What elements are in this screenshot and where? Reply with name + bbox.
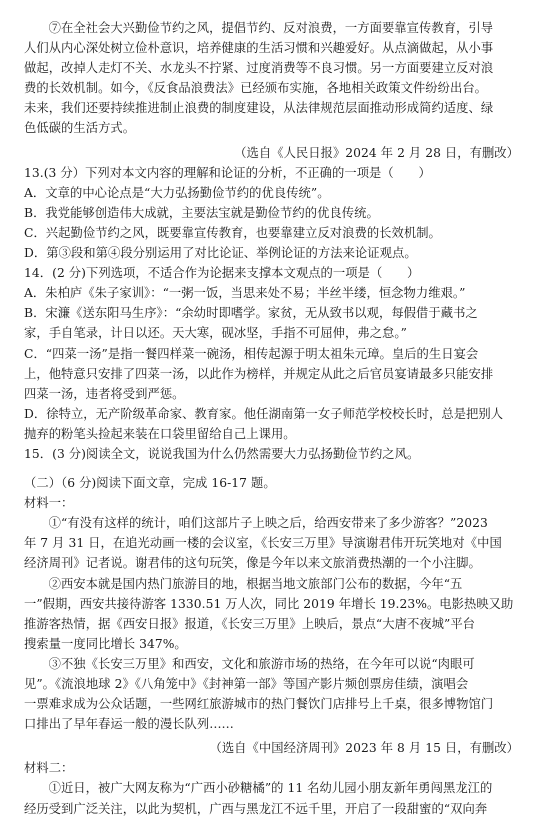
source-citation-1: （选自《人民日报》2024 年 2 月 28 日，有删改） [234,145,519,160]
material-1-line: ②西安本就是国内热门旅游目的地，根据当地文旅部门公布的数据，今年“五 [48,576,463,591]
section-2-heading: （二）（6 分)阅读下面文章，完成 16-17 题。 [24,476,276,491]
question-13-stem: 13.(3 分）下列对本文内容的理解和论证的分析，不正确的一项是（ ） [24,165,431,180]
paragraph-7-line: 色低碳的生活方式。 [24,121,136,136]
question-14-option-b: B．宋濂《送东阳马生序》：“余幼时即嗜学。家贫，无从致书以观，每假借于藏书之 [24,306,478,321]
material-1-line: 经济周刊》记者说。谢君伟的这句玩笑，像是今年以来文旅消费热潮的一个小注脚。 [24,556,481,571]
material-1-line: 见”。《流浪地球 2》《八角笼中》《封神第一部》等国产影片频创票房佳绩，演唱会 [24,677,469,691]
question-14-option-d: D．徐特立，无产阶级革命家、教育家。他任湖南第一女子师范学校校长时，总是把别人 [24,406,504,421]
section-2 [24,473,531,819]
paragraph-7-line: 费的长效机制。如今，《反食品浪费法》已经颁布实施，各地相关政策文件纷纷出台。 [24,81,488,96]
question-14 [24,263,531,444]
material-2-line: ①近日，被广大网友称为“广西小砂糖橘”的 11 名幼儿园小朋友新年勇闯黑龙江的 [48,781,493,796]
paragraph-7-line: 未来，我们还要持续推进制止浪费的制度建设，从法律规范层面推动形成简约适度、绿 [24,101,494,116]
question-13-option-d: D．第③段和第④段分别运用了对比论证、举例论证的方法来论证观点。 [24,246,417,261]
material-1-line: 年 7 月 31 日，在追光动画一楼的会议室，《长安三万里》导演谢君伟开玩笑地对《中国 [24,536,502,551]
material-1-label: 材料一： [24,496,74,511]
question-13-option-c: C．兴起勤俭节约之风，既要靠宣传教育，也要靠建立反对浪费的长效机制。 [24,225,441,240]
question-14-option-a: A．朱柏庐《朱子家训》：“一粥一饭，当思来处不易；半丝半缕，恒念物力维艰。” [24,286,466,301]
material-2-label: 材料二： [24,761,74,776]
question-14-stem: 14．(2 分)下列选项，不适合作为论据来支撑本文观点的一项是（ ） [24,266,420,281]
material-1-line: 口排出了早年春运一般的漫长队列…… [24,717,234,732]
material-1-line: 一”假期，西安共接待游客 1330.51 万人次，同比 2019 年增长 19.23%。电影热映又助 [24,596,514,611]
question-14-option-b-cont: 家，手自笔录，计日以还。天大寒，砚冰坚，手指不可屈伸，弗之怠。” [24,326,407,341]
question-14-option-c-cont: 四菜一汤，违者将受到严惩。 [24,386,185,401]
question-14-option-c-cont: 上，他特意只安排了四菜一汤，以此作为榜样，并规定从此之后官员宴请最多只能安排 [24,366,494,381]
question-14-option-d-cont: 抛弃的粉笔头捡起来装在口袋里留给自己上课用。 [24,426,296,441]
paragraph-7-line: ⑦在全社会大兴勤俭节约之风，提倡节约、反对浪费，一方面要靠宣传教育，引导 [48,21,494,35]
question-13 [24,163,531,263]
material-1-line: ①“有没有这样的统计，咱们这部片子上映之后，给西安带来了多少游客？”2023 [48,516,488,531]
question-15: 15．(3 分)阅读全文，说说我国为什么仍然需要大力弘扬勤俭节约之风。 [24,446,420,461]
source-citation-2: （选自《中国经济周刊》2023 年 8 月 15 日，有删改） [209,741,519,756]
material-1-line: 一票难求成为公众话题，一些网红旅游城市的热门餐饮门店排号上千桌，很多博物馆门 [24,697,494,712]
paragraph-7-line: 人们从内心深处树立俭朴意识，培养健康的生活习惯和兴趣爱好。从点滴做起，从小事 [24,41,494,56]
material-1-line: ③不独《长安三万里》和西安，文化和旅游市场的热络，在今年可以说“肉眼可 [48,656,475,671]
question-13-option-a: A．文章的中心论点是“大力弘扬勤俭节约的优良传统”。 [24,185,330,200]
paragraph-7-line: 做起，改掉人走灯不关、水龙头不拧紧、过度消费等不良习惯。另一方面要建立反对浪 [24,61,494,76]
passage-end [24,18,531,139]
question-14-option-c: C．“四菜一汤”是指一餐四样菜一碗汤，相传起源于明太祖朱元璋。皇后的生日宴会 [24,346,479,361]
material-2-line: 经历受到广泛关注，以此为契机，广西与黑龙江不远千里，开启了一段甜蜜的“双向奔 [24,801,488,816]
question-13-option-b: B．我党能够创造伟大成就，主要法宝就是勤俭节约的优良传统。 [24,205,379,220]
material-1-line: 搜索量一度同比增长 347%。 [24,636,187,651]
material-1-line: 推游客热情，据《西安日报》报道，《长安三万里》上映后，景点“大唐不夜城”平台 [24,616,476,631]
